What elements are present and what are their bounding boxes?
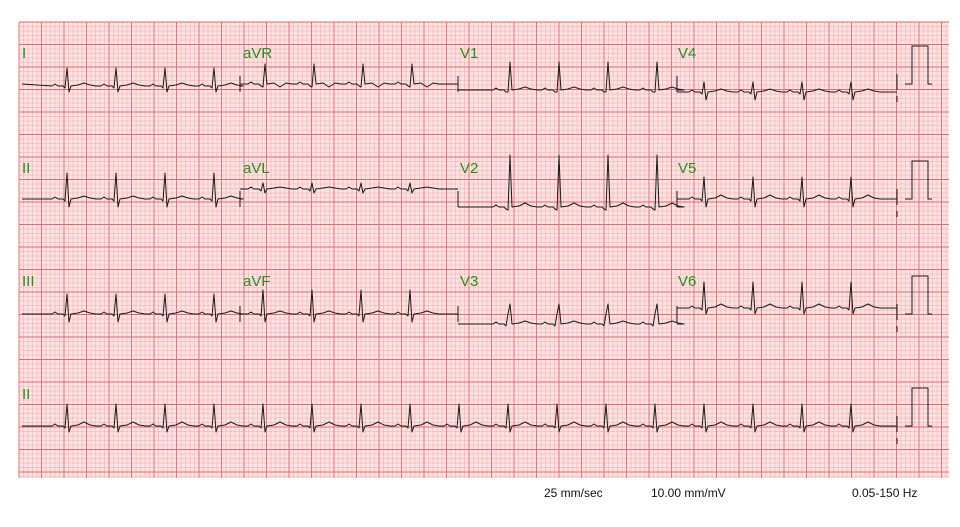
lead-label-avr: aVR bbox=[243, 45, 273, 62]
lead-label-v5: V5 bbox=[678, 160, 697, 177]
lead-label-avf: aVF bbox=[243, 273, 271, 290]
lead-label-v3: V3 bbox=[460, 273, 479, 290]
paper-speed: 25 mm/sec bbox=[544, 486, 603, 500]
lead-label-avl: aVL bbox=[243, 160, 270, 177]
lead-label-v2: V2 bbox=[460, 160, 479, 177]
lead-label-v1: V1 bbox=[460, 45, 479, 62]
lead-label-ii: II bbox=[22, 160, 31, 177]
gain-setting: 10.00 mm/mV bbox=[651, 486, 726, 500]
lead-label-v4: V4 bbox=[678, 45, 697, 62]
lead-label-i: I bbox=[22, 45, 27, 62]
lead-label-rhythm-ii: II bbox=[22, 386, 31, 403]
filter-setting: 0.05-150 Hz bbox=[852, 486, 918, 500]
lead-label-v6: V6 bbox=[678, 273, 697, 290]
lead-label-iii: III bbox=[22, 273, 35, 290]
